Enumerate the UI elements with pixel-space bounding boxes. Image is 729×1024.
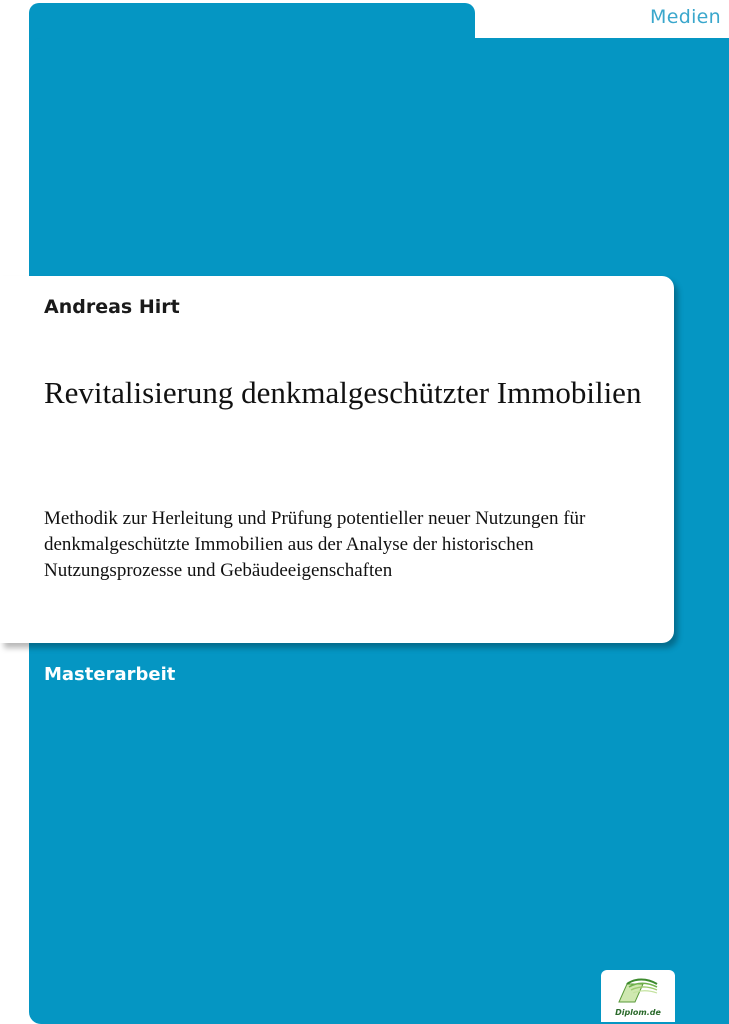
- title-card: [0, 276, 674, 643]
- series-label: Medien: [650, 6, 721, 28]
- book-title: Revitalisierung denkmalgeschützter Immobilien: [44, 375, 642, 410]
- book-pages-icon: [613, 976, 663, 1008]
- publisher-logo: [601, 970, 675, 1022]
- document-type: Masterarbeit: [44, 664, 176, 685]
- author-name: Andreas Hirt: [44, 296, 180, 318]
- book-subtitle: Methodik zur Herleitung und Prüfung potentieller neuer Nutzungen für denkmalgeschützte Immobilien aus der Analyse der historischen Nutzungsprozesse und Gebäudeeigenschaften: [44, 508, 586, 581]
- publisher-name: Diplom.de: [615, 1008, 661, 1017]
